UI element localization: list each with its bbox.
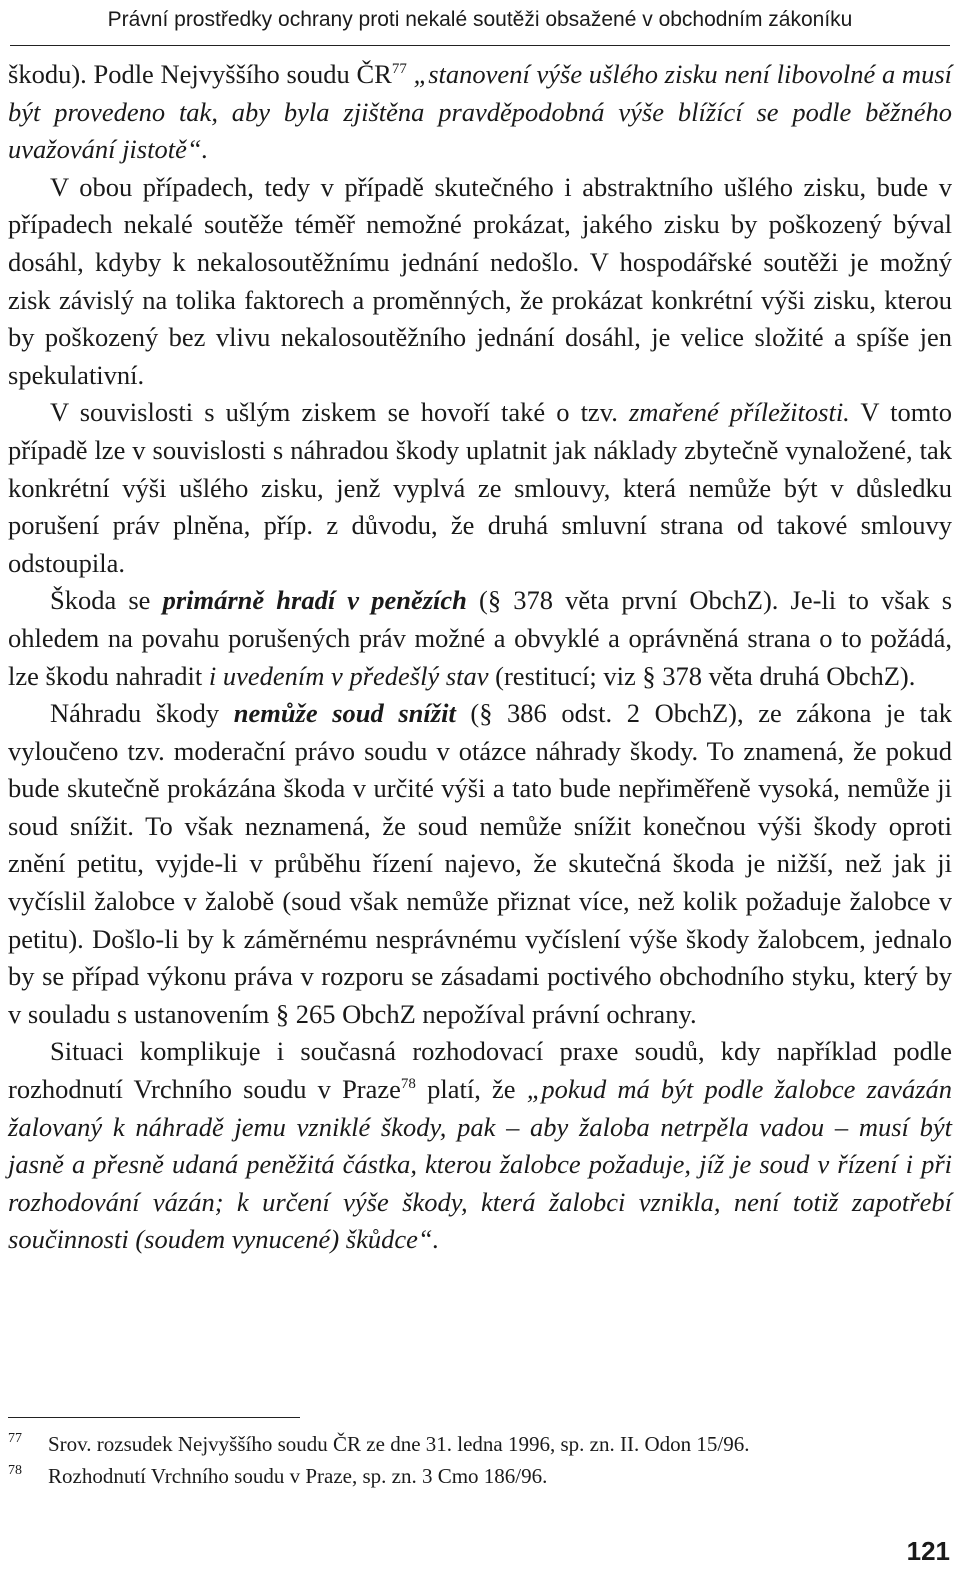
text-run: nemůže soud snížit [233, 698, 456, 729]
footnote-text: Srov. rozsudek Nejvyššího soudu ČR ze dne 31. ledna 1996, sp. zn. II. Odon 15/96. [48, 1432, 750, 1456]
text-run: V souvislosti s ušlým ziskem se hovoří také o tzv. [50, 397, 629, 428]
text-run: V obou případech, tedy v případě skutečného i abstraktního ušlého zisku, bude v případech nekalé soutěže téměř nemožné prokázat, jakého zisku by poškozený býval dosáhl, kdyby k nekalosoutěžnímu jednání nedošlo. V hospodářské soutěži je možný zisk závislý na tolika faktorech a proměnných, že prokázat konkrétní výši zisku, kterou by poškozený bez vlivu nekalosoutěžního jednání dosáhl, je velice složité a spíše jen spekulativní. [8, 171, 952, 390]
text-run: „pokud má být podle žalobce zavázán žalovaný k náhradě jemu vzniklé škody, pak – aby žaloba netrpěla vadou – musí být jasně a přesně udaná peněžitá částka, kterou žalobce požaduje, jíž je soud v řízení i při rozhodování vázán; k určení výše škody, která žalobci vznikla, není totiž zapotřebí součinnosti (soudem vynucené) škůdce“. [8, 1074, 953, 1255]
text-run: (§ 386 odst. 2 ObchZ), ze zákona je tak vyloučeno tzv. moderační právo soudu v otázce náhrady škody. To znamená, že pokud bude skutečně prokázána škoda v určité výši a tato bude nepřiměřeně vysoká, nemůže ji soud snížit. To však neznamená, že soud nemůže snížit konečnou výši škody oproti znění petitu, vyjde-li v průběhu řízení najevo, že skutečná škoda je nižší, než jak ji vyčíslil žalobce v žalobě (soud však nemůže přiznat více, než kolik požaduje žalobce v petitu). Došlo-li by k záměrnému nesprávnému vyčíslení výše škody žalobcem, jednalo by se případ výkonu práva v rozporu se zásadami poctivého obchodního styku, který by v souladu s ustanovením § 265 ObchZ nepožíval právní ochrany. [8, 698, 952, 1029]
footnote [8, 1460, 952, 1492]
text-run: Škoda se [50, 585, 163, 616]
body-text [8, 56, 952, 1259]
page-number: 121 [906, 1536, 950, 1566]
footnote [8, 1428, 952, 1460]
footnote-ref: 77 [391, 61, 407, 78]
text-run: „stanovení výše ušlého zisku není libovolné a musí být provedeno tak, aby byla zjištěna pravděpodobná výše blížící se podle běžného uvažování jistotě“. [8, 59, 952, 165]
paragraph [8, 582, 952, 695]
paragraph [8, 394, 952, 582]
footnote-number: 78 [8, 1463, 22, 1478]
text-run: i uvedením v předešlý stav [208, 660, 489, 691]
header-divider [10, 45, 950, 46]
text-run: V tomto případě lze v souvislosti s náhradou škody uplatnit jak náklady zbytečně vynaložené, tak konkrétní výši ušlého zisku, jenž vyplvá ze smlouvy, která nemůže být v důsledku porušení práv plněna, příp. z důvodu, že druhá smluvní strana od takové smlouvy odstoupila. [8, 397, 952, 578]
text-run: zmařené příležitosti. [628, 397, 850, 428]
text-run: (restitucí; viz § 378 věta druhá ObchZ). [488, 660, 916, 691]
paragraph [8, 695, 952, 1033]
text-run: platí, že [415, 1074, 527, 1105]
text-run: Náhradu škody [50, 698, 234, 729]
running-header: Právní prostředky ochrany proti nekalé soutěži obsažené v obchodním zákoníku [107, 8, 853, 31]
paragraph [8, 169, 952, 395]
footnote-ref: 78 [400, 1076, 416, 1093]
paragraph [8, 56, 952, 169]
paragraph [8, 1033, 952, 1259]
text-run: škodu). Podle Nejvyššího soudu ČR [8, 59, 392, 89]
footnotes [8, 1428, 952, 1492]
footnote-text: Rozhodnutí Vrchního soudu v Praze, sp. zn. 3 Cmo 186/96. [48, 1464, 548, 1488]
text-run: (§ 378 věta první ObchZ). Je-li to však s ohledem na povahu porušených práv možné a obvyklé a oprávněná strana o to požádá, lze škodu nahradit [8, 585, 953, 691]
text-run: Situaci komplikuje i současná rozhodovací praxe soudů, kdy například podle rozhodnutí Vrchního soudu v Praze [8, 1036, 952, 1105]
text-run: primárně hradí v penězích [162, 585, 467, 616]
footnote-number: 77 [8, 1431, 22, 1446]
footnote-divider [8, 1417, 300, 1418]
